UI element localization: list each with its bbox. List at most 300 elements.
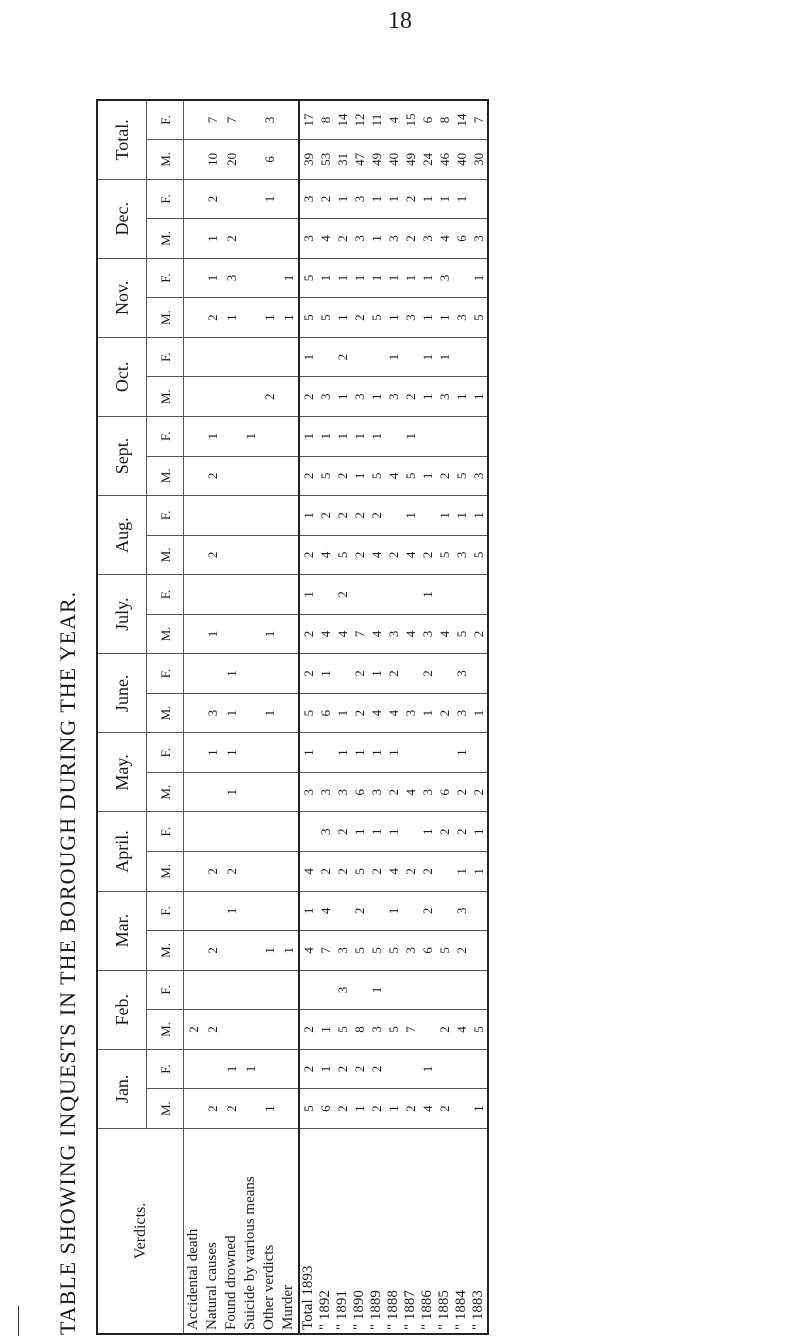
count-cell: 1 xyxy=(385,812,402,852)
count-cell: 39 xyxy=(299,140,317,180)
count-cell: 6 xyxy=(351,772,368,812)
count-cell: 2 xyxy=(453,931,470,971)
count-cell xyxy=(385,1049,402,1089)
count-cell xyxy=(402,970,419,1010)
count-cell xyxy=(184,377,204,417)
count-cell: 24 xyxy=(419,140,436,180)
total-row xyxy=(470,100,488,1334)
count-cell: 14 xyxy=(334,100,351,140)
count-cell: 6 xyxy=(436,772,453,812)
count-cell: 5 xyxy=(470,298,488,338)
count-cell xyxy=(402,733,419,773)
count-cell: 6 xyxy=(453,219,470,259)
verdict-row xyxy=(260,100,279,1334)
yearly-total-rows xyxy=(299,100,488,1334)
count-cell: 1 xyxy=(368,179,385,219)
month-header: June. xyxy=(97,654,147,733)
count-cell: 4 xyxy=(317,219,334,259)
count-cell xyxy=(334,654,351,694)
count-cell: 10 xyxy=(203,140,222,180)
count-cell: 2 xyxy=(222,219,241,259)
count-cell: 5 xyxy=(317,456,334,496)
count-cell: 6 xyxy=(419,931,436,971)
count-cell: 2 xyxy=(203,535,222,575)
count-cell: 1 xyxy=(453,852,470,892)
count-cell: 5 xyxy=(334,1010,351,1050)
count-cell xyxy=(184,575,204,615)
male-column-header: M. xyxy=(147,772,184,812)
count-cell: 2 xyxy=(436,456,453,496)
male-column-header: M. xyxy=(147,693,184,733)
month-header: Mar. xyxy=(97,891,147,970)
count-cell: 2 xyxy=(299,614,317,654)
count-cell: 1 xyxy=(222,298,241,338)
female-column-header: F. xyxy=(147,654,184,694)
count-cell: 1 xyxy=(299,891,317,931)
count-cell xyxy=(279,693,299,733)
count-cell: 3 xyxy=(385,614,402,654)
count-cell: 1 xyxy=(260,614,279,654)
count-cell: 4 xyxy=(317,535,334,575)
total-row xyxy=(402,100,419,1334)
count-cell: 1 xyxy=(385,891,402,931)
month-header: Sept. xyxy=(97,416,147,495)
count-cell: 2 xyxy=(334,1049,351,1089)
count-cell xyxy=(419,496,436,536)
count-cell xyxy=(222,377,241,417)
count-cell: 1 xyxy=(222,1049,241,1089)
count-cell: 4 xyxy=(368,614,385,654)
count-cell: 2 xyxy=(351,1049,368,1089)
count-cell: 4 xyxy=(368,693,385,733)
count-cell: 1 xyxy=(279,298,299,338)
count-cell: 2 xyxy=(436,812,453,852)
count-cell xyxy=(260,812,279,852)
count-cell xyxy=(260,456,279,496)
count-cell xyxy=(470,733,488,773)
count-cell: 2 xyxy=(419,891,436,931)
row-label: " 1889 xyxy=(368,1128,385,1334)
count-cell: 1 xyxy=(351,258,368,298)
count-cell: 1 xyxy=(419,377,436,417)
count-cell: 3 xyxy=(299,179,317,219)
count-cell: 5 xyxy=(299,258,317,298)
count-cell: 1 xyxy=(453,377,470,417)
count-cell: 2 xyxy=(436,1010,453,1050)
count-cell xyxy=(222,1010,241,1050)
count-cell: 2 xyxy=(402,377,419,417)
count-cell xyxy=(470,337,488,377)
count-cell: 4 xyxy=(385,456,402,496)
count-cell xyxy=(241,693,260,733)
count-cell: 4 xyxy=(402,772,419,812)
count-cell: 1 xyxy=(279,931,299,971)
count-cell xyxy=(203,575,222,615)
count-cell: 1 xyxy=(222,693,241,733)
count-cell xyxy=(299,812,317,852)
count-cell: 2 xyxy=(203,1089,222,1129)
count-cell xyxy=(241,772,260,812)
count-cell xyxy=(184,337,204,377)
count-cell: 5 xyxy=(453,456,470,496)
count-cell: 2 xyxy=(203,298,222,338)
count-cell xyxy=(241,100,260,140)
count-cell: 2 xyxy=(317,496,334,536)
male-column-header: M. xyxy=(147,377,184,417)
count-cell: 1 xyxy=(203,258,222,298)
count-cell: 1 xyxy=(334,298,351,338)
count-cell: 1 xyxy=(470,496,488,536)
count-cell: 1 xyxy=(419,179,436,219)
count-cell: 2 xyxy=(299,456,317,496)
count-cell: 2 xyxy=(334,812,351,852)
female-column-header: F. xyxy=(147,812,184,852)
month-header: Dec. xyxy=(97,179,147,258)
count-cell: 3 xyxy=(317,377,334,417)
count-cell xyxy=(453,1089,470,1129)
count-cell: 3 xyxy=(470,219,488,259)
count-cell xyxy=(279,456,299,496)
row-label: " 1891 xyxy=(334,1128,351,1334)
count-cell: 2 xyxy=(334,496,351,536)
row-label: " 1885 xyxy=(436,1128,453,1334)
month-header: Nov. xyxy=(97,258,147,337)
count-cell: 2 xyxy=(334,1089,351,1129)
verdict-row xyxy=(203,100,222,1334)
count-cell xyxy=(203,812,222,852)
count-cell: 2 xyxy=(419,535,436,575)
count-cell xyxy=(184,614,204,654)
count-cell: 3 xyxy=(334,931,351,971)
male-column-header: M. xyxy=(147,852,184,892)
count-cell: 1 xyxy=(260,693,279,733)
count-cell xyxy=(222,614,241,654)
count-cell: 2 xyxy=(436,693,453,733)
row-label: Total 1893 xyxy=(299,1128,317,1334)
count-cell xyxy=(184,970,204,1010)
count-cell: 1 xyxy=(470,1089,488,1129)
count-cell: 3 xyxy=(436,377,453,417)
count-cell xyxy=(402,1049,419,1089)
male-column-header: M. xyxy=(147,456,184,496)
row-label: Suicide by various means xyxy=(241,1128,260,1334)
count-cell xyxy=(317,575,334,615)
count-cell xyxy=(436,654,453,694)
count-cell: 15 xyxy=(402,100,419,140)
count-cell xyxy=(279,179,299,219)
count-cell: 3 xyxy=(368,1010,385,1050)
total-row xyxy=(334,100,351,1334)
count-cell xyxy=(260,496,279,536)
count-cell xyxy=(436,416,453,456)
count-cell: 40 xyxy=(453,140,470,180)
count-cell: 3 xyxy=(351,219,368,259)
count-cell: 2 xyxy=(299,377,317,417)
count-cell xyxy=(260,1010,279,1050)
count-cell xyxy=(241,456,260,496)
count-cell xyxy=(222,812,241,852)
count-cell: 3 xyxy=(402,931,419,971)
count-cell: 1 xyxy=(334,377,351,417)
female-column-header: F. xyxy=(147,337,184,377)
count-cell: 1 xyxy=(222,891,241,931)
page-edge-mark xyxy=(0,1306,19,1336)
count-cell: 1 xyxy=(368,219,385,259)
count-cell xyxy=(260,258,279,298)
count-cell xyxy=(184,852,204,892)
count-cell: 1 xyxy=(436,496,453,536)
female-column-header: F. xyxy=(147,496,184,536)
count-cell xyxy=(241,179,260,219)
male-column-header: M. xyxy=(147,614,184,654)
count-cell: 3 xyxy=(453,891,470,931)
female-column-header: F. xyxy=(147,100,184,140)
row-label: Murder xyxy=(279,1128,299,1334)
count-cell: 1 xyxy=(368,258,385,298)
count-cell: 2 xyxy=(385,654,402,694)
count-cell: 1 xyxy=(402,416,419,456)
count-cell: 5 xyxy=(334,535,351,575)
count-cell: 1 xyxy=(203,219,222,259)
count-cell: 2 xyxy=(334,337,351,377)
count-cell: 49 xyxy=(368,140,385,180)
count-cell xyxy=(299,970,317,1010)
count-cell xyxy=(260,575,279,615)
count-cell: 5 xyxy=(351,931,368,971)
count-cell: 2 xyxy=(222,852,241,892)
count-cell xyxy=(241,970,260,1010)
count-cell: 1 xyxy=(419,812,436,852)
count-cell xyxy=(184,100,204,140)
count-cell: 4 xyxy=(453,1010,470,1050)
count-cell: 1 xyxy=(385,179,402,219)
count-cell: 1 xyxy=(203,614,222,654)
count-cell xyxy=(470,179,488,219)
count-cell xyxy=(260,891,279,931)
count-cell: 1 xyxy=(241,416,260,456)
count-cell xyxy=(279,1089,299,1129)
count-cell xyxy=(470,416,488,456)
count-cell: 1 xyxy=(436,298,453,338)
count-cell: 3 xyxy=(385,219,402,259)
count-cell: 3 xyxy=(436,258,453,298)
count-cell xyxy=(453,1049,470,1089)
count-cell xyxy=(453,258,470,298)
count-cell: 2 xyxy=(317,179,334,219)
row-label: " 1883 xyxy=(470,1128,488,1334)
count-cell: 1 xyxy=(436,337,453,377)
count-cell: 1 xyxy=(419,258,436,298)
count-cell xyxy=(453,970,470,1010)
count-cell xyxy=(279,812,299,852)
count-cell: 2 xyxy=(385,772,402,812)
count-cell xyxy=(260,535,279,575)
count-cell: 2 xyxy=(351,654,368,694)
month-header: Oct. xyxy=(97,337,147,416)
count-cell: 1 xyxy=(299,733,317,773)
count-cell xyxy=(241,140,260,180)
count-cell xyxy=(184,733,204,773)
count-cell: 1 xyxy=(402,496,419,536)
count-cell xyxy=(279,140,299,180)
count-cell xyxy=(279,377,299,417)
count-cell: 3 xyxy=(351,179,368,219)
count-cell xyxy=(184,693,204,733)
count-cell: 3 xyxy=(299,219,317,259)
count-cell: 3 xyxy=(299,772,317,812)
count-cell: 3 xyxy=(419,772,436,812)
count-cell xyxy=(241,931,260,971)
count-cell: 4 xyxy=(334,614,351,654)
count-cell: 5 xyxy=(351,852,368,892)
male-column-header: M. xyxy=(147,1089,184,1129)
female-column-header: F. xyxy=(147,970,184,1010)
count-cell xyxy=(184,891,204,931)
total-row xyxy=(299,100,317,1334)
count-cell xyxy=(222,416,241,456)
total-row xyxy=(368,100,385,1334)
count-cell: 2 xyxy=(368,1089,385,1129)
female-column-header: F. xyxy=(147,258,184,298)
count-cell xyxy=(453,416,470,456)
count-cell xyxy=(470,654,488,694)
count-cell: 1 xyxy=(299,575,317,615)
count-cell: 2 xyxy=(334,575,351,615)
count-cell: 5 xyxy=(317,298,334,338)
count-cell: 2 xyxy=(368,1049,385,1089)
count-cell xyxy=(279,891,299,931)
count-cell xyxy=(260,852,279,892)
count-cell xyxy=(241,614,260,654)
count-cell xyxy=(402,891,419,931)
count-cell xyxy=(222,575,241,615)
count-cell: 1 xyxy=(419,456,436,496)
month-header: Aug. xyxy=(97,496,147,575)
page-number: 18 xyxy=(388,8,412,34)
count-cell xyxy=(351,575,368,615)
count-cell: 2 xyxy=(203,179,222,219)
count-cell xyxy=(184,179,204,219)
count-cell: 2 xyxy=(402,1089,419,1129)
count-cell: 1 xyxy=(334,179,351,219)
count-cell xyxy=(241,337,260,377)
count-cell: 1 xyxy=(203,416,222,456)
count-cell xyxy=(334,891,351,931)
count-cell xyxy=(260,1049,279,1089)
count-cell xyxy=(351,970,368,1010)
count-cell xyxy=(279,1010,299,1050)
count-cell: 1 xyxy=(351,416,368,456)
count-cell xyxy=(385,496,402,536)
count-cell: 20 xyxy=(222,140,241,180)
count-cell: 2 xyxy=(334,456,351,496)
male-column-header: M. xyxy=(147,931,184,971)
count-cell xyxy=(260,733,279,773)
count-cell: 1 xyxy=(351,1089,368,1129)
count-cell xyxy=(436,852,453,892)
count-cell xyxy=(279,970,299,1010)
count-cell: 5 xyxy=(436,931,453,971)
count-cell xyxy=(470,1049,488,1089)
count-cell: 3 xyxy=(385,377,402,417)
female-column-header: F. xyxy=(147,416,184,456)
count-cell: 3 xyxy=(260,100,279,140)
count-cell: 46 xyxy=(436,140,453,180)
total-row xyxy=(453,100,470,1334)
female-column-header: F. xyxy=(147,733,184,773)
count-cell: 4 xyxy=(385,852,402,892)
count-cell xyxy=(279,337,299,377)
count-cell: 3 xyxy=(222,258,241,298)
count-cell: 7 xyxy=(351,614,368,654)
count-cell: 1 xyxy=(279,258,299,298)
count-cell: 1 xyxy=(299,496,317,536)
count-cell xyxy=(470,575,488,615)
count-cell: 1 xyxy=(419,575,436,615)
count-cell xyxy=(385,575,402,615)
count-cell: 2 xyxy=(317,852,334,892)
count-cell: 5 xyxy=(436,535,453,575)
count-cell xyxy=(184,772,204,812)
count-cell: 4 xyxy=(385,693,402,733)
count-cell xyxy=(385,970,402,1010)
count-cell xyxy=(184,654,204,694)
count-cell: 2 xyxy=(299,1010,317,1050)
table-title: TABLE SHOWING INQUESTS IN THE BOROUGH DURING THE YEAR. xyxy=(55,590,80,1335)
count-cell: 1 xyxy=(368,377,385,417)
count-cell xyxy=(203,496,222,536)
count-cell xyxy=(184,496,204,536)
count-cell: 3 xyxy=(453,693,470,733)
count-cell xyxy=(470,891,488,931)
count-cell: 1 xyxy=(368,654,385,694)
count-cell xyxy=(241,377,260,417)
count-cell xyxy=(351,337,368,377)
count-cell: 5 xyxy=(368,931,385,971)
count-cell: 4 xyxy=(419,1089,436,1129)
count-cell: 3 xyxy=(351,377,368,417)
count-cell: 1 xyxy=(203,733,222,773)
count-cell: 4 xyxy=(317,891,334,931)
count-cell xyxy=(402,575,419,615)
count-cell: 6 xyxy=(260,140,279,180)
count-cell: 5 xyxy=(470,535,488,575)
count-cell: 2 xyxy=(334,852,351,892)
female-column-header: F. xyxy=(147,1049,184,1089)
total-row xyxy=(436,100,453,1334)
count-cell: 3 xyxy=(334,772,351,812)
count-cell: 2 xyxy=(436,1089,453,1129)
count-cell xyxy=(222,179,241,219)
count-cell xyxy=(317,970,334,1010)
count-cell: 2 xyxy=(453,812,470,852)
count-cell xyxy=(317,733,334,773)
count-cell: 2 xyxy=(368,496,385,536)
count-cell: 2 xyxy=(385,535,402,575)
count-cell xyxy=(260,219,279,259)
count-cell xyxy=(241,1089,260,1129)
verdict-row xyxy=(184,100,204,1334)
count-cell xyxy=(241,812,260,852)
count-cell xyxy=(203,772,222,812)
count-cell xyxy=(279,1049,299,1089)
month-header: Jan. xyxy=(97,1049,147,1128)
month-header: Total. xyxy=(97,100,147,179)
inquest-table-container xyxy=(96,99,656,1335)
count-cell: 2 xyxy=(419,654,436,694)
count-cell: 3 xyxy=(470,456,488,496)
count-cell: 4 xyxy=(368,535,385,575)
